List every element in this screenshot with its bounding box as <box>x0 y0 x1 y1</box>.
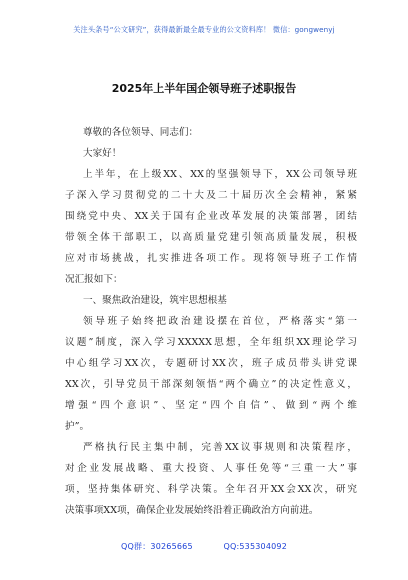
paragraph-line: 增强“四个意识”、坚定“四个自信”、做到“两个维 <box>65 400 357 411</box>
paragraph-line: 子深入学习贯彻党的二十大及二十届历次全会精神，紧紧 <box>65 190 357 201</box>
paragraph-line: 项，坚持集体研究、科学决策。全年召开XX会XX次，研究 <box>65 484 357 495</box>
paragraph-line: 中心组学习XX次，专题研讨XX次，班子成员带头讲党课 <box>65 358 357 369</box>
document-body <box>65 122 357 521</box>
paragraph-line: XX次，引导党员干部深刻领悟“两个确立”的决定性意义， <box>65 379 357 390</box>
paragraph-line: 议题”制度，深入学习XXXXX思想，全年组织XX理论学习 <box>65 337 357 348</box>
paragraph-line: 上半年，在上级XX、XX的坚强领导下，XX公司领导班 <box>83 169 357 180</box>
paragraph-democratic <box>65 437 357 521</box>
paragraph-intro <box>65 164 357 290</box>
document-title: 2025年上半年国企领导班子述职报告 <box>111 82 297 95</box>
paragraph-line: 带领全体干部职工，以高质量党建引领高质量发展，积极 <box>65 232 357 243</box>
paragraph-political <box>65 311 357 437</box>
header-promo-note: 关注头条号“公文研究”，获得最新最全最专业的公文资料库！ 微信：gongwenyj <box>73 25 335 34</box>
paragraph-line: 护”。 <box>65 421 90 432</box>
footer-contact <box>0 541 408 552</box>
paragraph-line: 况汇报如下： <box>65 274 123 285</box>
section-heading: 一、聚焦政治建设，筑牢思想根基 <box>83 295 227 306</box>
paragraph-line: 严格执行民主集中制，完善XX议事规则和决策程序， <box>83 442 357 453</box>
paragraph-line: 应对市场挑战，扎实推进各项工作。现将领导班子工作情 <box>65 253 357 264</box>
paragraph-line: 对企业发展战略、重大投资、人事任免等“三重一大”事 <box>65 463 357 474</box>
salutation: 尊敬的各位领导、同志们： <box>83 127 199 138</box>
greeting: 大家好！ <box>83 148 122 159</box>
paragraph-line: 领导班子始终把政治建设摆在首位，严格落实“第一 <box>83 316 357 327</box>
paragraph-line: 围绕党中央、XX关于国有企业改革发展的决策部署，团结 <box>65 211 357 222</box>
footer-qq-number: QQ:535304092 <box>223 542 287 551</box>
footer-qq-group: QQ群：30265665 <box>121 542 193 551</box>
paragraph-line: 决策事项XX项，确保企业发展始终沿着正确政治方向前进。 <box>65 505 319 516</box>
